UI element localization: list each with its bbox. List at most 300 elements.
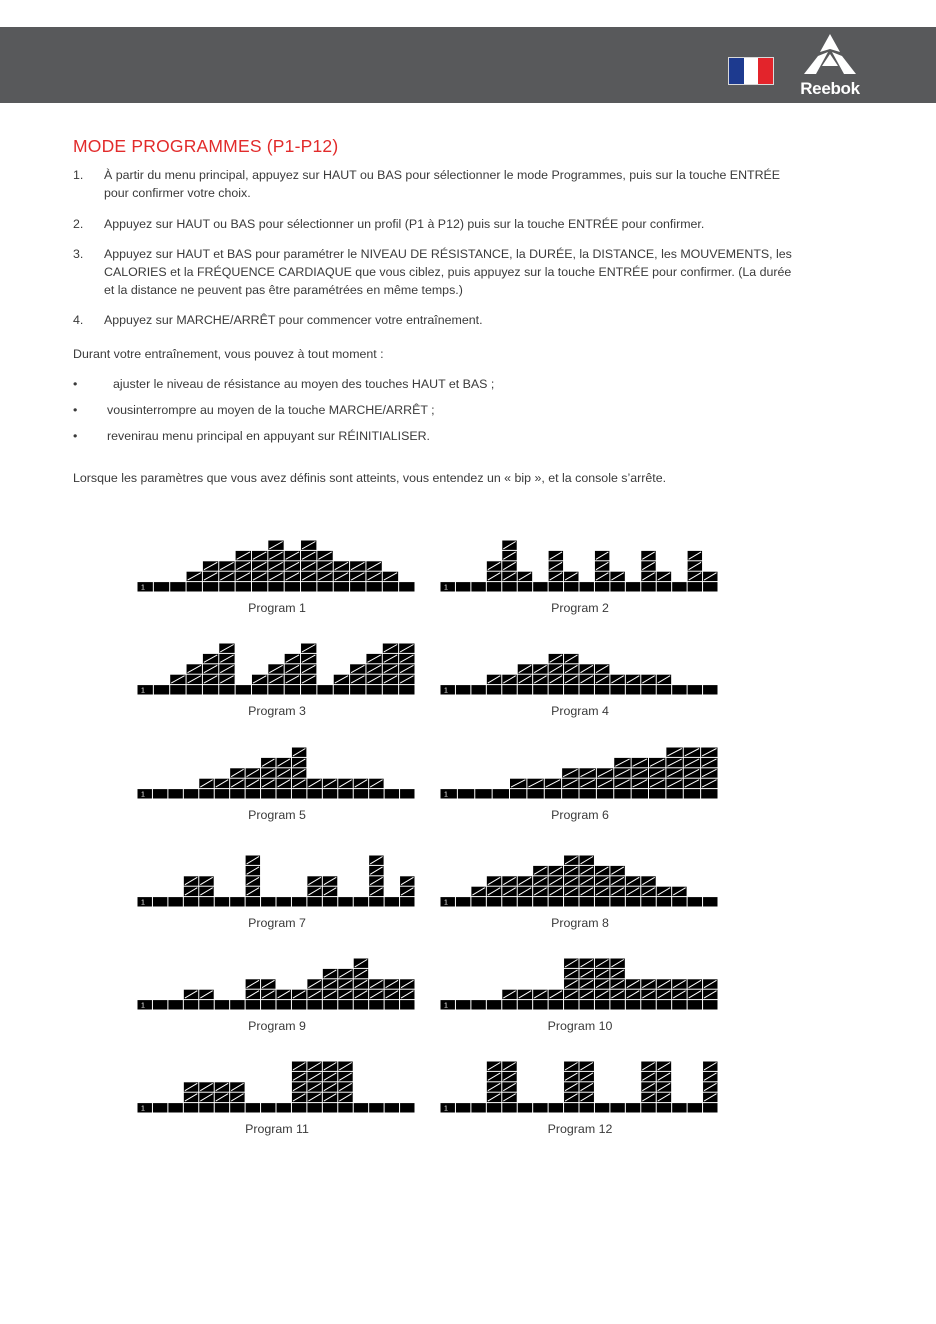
program-6-bar-segment (701, 748, 717, 757)
program-6-bar-segment (527, 779, 543, 788)
program-2-bar-segment (595, 551, 609, 560)
program-1-bar-segment (285, 551, 300, 560)
program-1-bar-segment (285, 582, 300, 591)
program-6-bar-segment (580, 779, 596, 788)
program-11-bar-segment (184, 1082, 198, 1091)
program-3-bar-segment (399, 664, 414, 673)
program-1-bar-segment (350, 572, 365, 581)
program-8-bar-segment (549, 887, 563, 896)
program-1-bar-segment (317, 551, 332, 560)
program-10-bar-segment (580, 979, 594, 988)
program-7-bar-segment (369, 856, 383, 865)
program-label: Program 5 (248, 808, 306, 822)
program-11-bar-segment (323, 1103, 337, 1112)
program-3-bar-segment (187, 664, 202, 673)
program-3-bar-segment (334, 675, 349, 684)
program-3-bar-segment (399, 654, 414, 663)
program-9-bar-segment (385, 979, 399, 988)
program-1-bar-segment (350, 582, 365, 591)
program-1-bar-segment (268, 582, 283, 591)
program-2-bar-segment (595, 561, 609, 570)
program-8-bar-segment (580, 866, 594, 875)
program-11-bar-segment (307, 1093, 321, 1102)
program-3-bar-segment (219, 644, 234, 653)
step-text: Appuyez sur HAUT ou BAS pour sélectionner un profil (P1 à P12) puis sur la touche ENTRÉE pour confirmer. (104, 217, 705, 231)
program-11-bar-segment (230, 1093, 244, 1102)
program-7-bar-segment (199, 876, 213, 885)
program-4-bar-segment (610, 675, 624, 684)
program-9-bar-segment (354, 1000, 368, 1009)
program-10-bar-segment (456, 1000, 470, 1009)
program-label: Program 3 (248, 704, 306, 718)
program-4-bar-segment (580, 664, 594, 673)
program-11-bar-segment (230, 1082, 244, 1091)
program-3-bar-segment (301, 675, 316, 684)
program-11-bar-segment (307, 1062, 321, 1071)
program-9-bar-segment (261, 990, 275, 999)
program-8-bar-segment (580, 876, 594, 885)
program-12-bar-segment (456, 1103, 470, 1112)
program-6-bar-segment (701, 789, 717, 798)
program-1-bar-segment (334, 561, 349, 570)
program-5-bar-segment (215, 789, 229, 798)
program-7-bar-segment (400, 897, 414, 906)
program-2-bar-segment (672, 582, 686, 591)
program-12-bar-segment (641, 1072, 655, 1081)
program-7-bar-segment (292, 897, 306, 906)
program-7-bar-segment (199, 897, 213, 906)
program-6-bar-segment (614, 758, 630, 767)
bullet-text: revenirau menu principal en appuyant sur RÉINITIALISER. (107, 429, 431, 443)
step-1 (73, 166, 793, 202)
program-6-bar-segment (614, 779, 630, 788)
program-8-bar-segment (580, 856, 594, 865)
program-12-bar-segment (564, 1103, 578, 1112)
program-12-bar-segment (657, 1082, 671, 1091)
program-4-bar-segment (657, 685, 671, 694)
program-4-bar-segment (626, 685, 640, 694)
program-8-bar-segment (626, 876, 640, 885)
program-7-bar-segment (184, 897, 198, 906)
program-2-bar-segment (502, 561, 516, 570)
bullet-text: ajuster le niveau de résistance au moyen des touches HAUT et BAS ; (113, 377, 495, 391)
program-12-bar-segment (626, 1103, 640, 1112)
program-5-bar-segment (215, 779, 229, 788)
program-bars (137, 855, 417, 907)
program-6-bar-segment (666, 748, 682, 757)
program-10-bar-segment (610, 990, 624, 999)
program-3-bar-segment (366, 654, 381, 663)
program-12-bar-segment (487, 1103, 501, 1112)
program-1-bar-segment (170, 582, 185, 591)
program-10-bar-segment (518, 1000, 532, 1009)
program-6-bar-segment (649, 758, 665, 767)
program-8-bar-segment (518, 876, 532, 885)
program-8-bar-segment (533, 866, 547, 875)
program-6-bar-segment (614, 768, 630, 777)
program-12-bar-segment (502, 1093, 516, 1102)
program-3-bar-segment (170, 685, 185, 694)
program-12-bar-segment (672, 1103, 686, 1112)
flag-stripe-blue (729, 58, 744, 84)
program-8-bar-segment (657, 897, 671, 906)
program-2-bar-segment (657, 572, 671, 581)
program-10-bar-segment (626, 979, 640, 988)
program-9-bar-segment (323, 990, 337, 999)
program-10-bar-segment (595, 979, 609, 988)
program-5-bar-segment (277, 779, 291, 788)
program-10-bar-segment (595, 1000, 609, 1009)
program-12-bar-segment (487, 1082, 501, 1091)
program-7-bar-segment (369, 876, 383, 885)
program-9-bar-segment (277, 990, 291, 999)
program-5-bar-segment (261, 789, 275, 798)
program-2-bar-segment (487, 572, 501, 581)
program-3-bar-segment (268, 664, 283, 673)
program-bars (440, 643, 720, 695)
program-8-bar-segment (610, 897, 624, 906)
program-2-bar-segment (549, 582, 563, 591)
program-5-bar-segment (354, 789, 368, 798)
program-axis-label: 1 (141, 584, 145, 592)
program-chart-11 (137, 1061, 417, 1141)
program-12-bar-segment (657, 1093, 671, 1102)
program-3-bar-segment (219, 675, 234, 684)
program-10-bar-segment (641, 990, 655, 999)
program-9-bar-segment (400, 990, 414, 999)
program-4-bar-segment (641, 685, 655, 694)
program-9-bar-segment (277, 1000, 291, 1009)
program-8-bar-segment (518, 897, 532, 906)
program-chart-2 (440, 540, 720, 620)
program-3-bar-segment (366, 675, 381, 684)
program-3-bar-segment (203, 685, 218, 694)
program-1-bar-segment (301, 572, 316, 581)
program-6-bar-segment (666, 758, 682, 767)
program-5-bar-segment (277, 768, 291, 777)
program-8-bar-segment (641, 897, 655, 906)
program-7-bar-segment (261, 897, 275, 906)
program-5-bar-segment (385, 789, 399, 798)
program-2-bar-segment (610, 572, 624, 581)
program-axis-label: 1 (141, 899, 145, 907)
program-12-bar-segment (641, 1103, 655, 1112)
program-3-bar-segment (154, 685, 169, 694)
program-11-bar-segment (184, 1093, 198, 1102)
program-10-bar-segment (487, 1000, 501, 1009)
program-8-bar-segment (626, 897, 640, 906)
program-5-bar-segment (323, 779, 337, 788)
program-7-bar-segment (199, 887, 213, 896)
program-7-bar-segment (246, 856, 260, 865)
program-4-bar-segment (533, 664, 547, 673)
program-6-bar-segment (545, 779, 561, 788)
program-11-bar-segment (184, 1103, 198, 1112)
program-4-bar-segment (518, 685, 532, 694)
program-5-bar-segment (261, 779, 275, 788)
reebok-delta-icon (800, 32, 860, 78)
program-5-bar-segment (338, 789, 352, 798)
program-5-bar-segment (307, 779, 321, 788)
program-4-bar-segment (549, 664, 563, 673)
program-1-bar-segment (268, 551, 283, 560)
program-4-bar-segment (487, 675, 501, 684)
program-label: Program 4 (551, 704, 609, 718)
program-1-bar-segment (154, 582, 169, 591)
program-4-bar-segment (471, 685, 485, 694)
program-3-bar-segment (383, 654, 398, 663)
program-7-bar-segment (246, 866, 260, 875)
program-3-bar-segment (383, 685, 398, 694)
program-7-bar-segment (369, 887, 383, 896)
program-1-bar-segment (317, 582, 332, 591)
program-axis-label: 1 (141, 791, 145, 799)
program-9-bar-segment (369, 1000, 383, 1009)
program-10-bar-segment (533, 1000, 547, 1009)
program-6-bar-segment (632, 789, 648, 798)
step-3 (73, 245, 793, 299)
reebok-wordmark: Reebok (800, 79, 860, 98)
program-10-bar-segment (533, 990, 547, 999)
program-2-bar-segment (703, 572, 717, 581)
program-8-bar-segment (595, 897, 609, 906)
program-12-bar-segment (610, 1103, 624, 1112)
program-1-bar-segment (219, 572, 234, 581)
program-chart-10 (440, 958, 720, 1038)
program-10-bar-segment (641, 1000, 655, 1009)
program-8-bar-segment (471, 887, 485, 896)
step-number: 3. (73, 247, 84, 261)
program-4-bar-segment (502, 675, 516, 684)
program-12-bar-segment (564, 1072, 578, 1081)
program-2-bar-segment (487, 561, 501, 570)
program-8-bar-segment (487, 887, 501, 896)
program-5-bar-segment (354, 779, 368, 788)
program-2-bar-segment (518, 582, 532, 591)
program-9-bar-segment (354, 990, 368, 999)
program-3-bar-segment (203, 675, 218, 684)
program-bars (440, 1061, 720, 1113)
program-10-bar-segment (626, 990, 640, 999)
program-11-bar-segment (323, 1093, 337, 1102)
program-1-bar-segment (219, 582, 234, 591)
program-4-bar-segment (595, 664, 609, 673)
program-2-bar-segment (487, 582, 501, 591)
program-12-bar-segment (533, 1103, 547, 1112)
program-8-bar-segment (456, 897, 470, 906)
program-chart-12 (440, 1061, 720, 1141)
program-2-bar-segment (580, 582, 594, 591)
program-1-bar-segment (301, 541, 316, 550)
program-1-bar-segment (203, 561, 218, 570)
program-12-bar-segment (641, 1062, 655, 1071)
program-5-bar-segment (369, 789, 383, 798)
program-8-bar-segment (595, 876, 609, 885)
program-11-bar-segment (338, 1072, 352, 1081)
program-2-bar-segment (641, 551, 655, 560)
program-10-bar-segment (688, 1000, 702, 1009)
program-10-bar-segment (564, 979, 578, 988)
program-11-bar-segment (292, 1072, 306, 1081)
program-7-bar-segment (307, 876, 321, 885)
program-4-bar-segment (549, 675, 563, 684)
program-12-bar-segment (580, 1103, 594, 1112)
program-8-bar-segment (564, 876, 578, 885)
program-9-bar-segment (354, 959, 368, 968)
program-7-bar-segment (307, 897, 321, 906)
program-5-bar-segment (338, 779, 352, 788)
program-6-bar-segment (475, 789, 491, 798)
program-1-bar-segment (219, 561, 234, 570)
program-3-bar-segment (203, 664, 218, 673)
bullet-icon: • (73, 429, 78, 443)
program-5-bar-segment (153, 789, 167, 798)
program-12-bar-segment (595, 1103, 609, 1112)
program-7-bar-segment (184, 887, 198, 896)
program-1-bar-segment (268, 572, 283, 581)
program-label: Program 8 (551, 916, 609, 930)
program-5-bar-segment (199, 789, 213, 798)
step-text: Appuyez sur MARCHE/ARRÊT pour commencer votre entraînement. (104, 313, 483, 327)
program-5-bar-segment (168, 789, 182, 798)
program-axis-label: 1 (444, 584, 448, 592)
program-8-bar-segment (549, 897, 563, 906)
program-2-bar-segment (688, 561, 702, 570)
program-8-bar-segment (487, 897, 501, 906)
program-1-bar-segment (383, 572, 398, 581)
program-5-bar-segment (369, 779, 383, 788)
program-6-bar-segment (701, 768, 717, 777)
program-2-bar-segment (564, 572, 578, 581)
program-6-bar-segment (701, 779, 717, 788)
program-11-bar-segment (277, 1103, 291, 1112)
program-12-bar-segment (641, 1093, 655, 1102)
program-1-bar-segment (268, 541, 283, 550)
program-11-bar-segment (246, 1103, 260, 1112)
program-3-bar-segment (285, 654, 300, 663)
program-6-bar-segment (580, 768, 596, 777)
program-9-bar-segment (215, 1000, 229, 1009)
program-12-bar-segment (564, 1062, 578, 1071)
program-10-bar-segment (626, 1000, 640, 1009)
program-8-bar-segment (703, 897, 717, 906)
program-2-bar-segment (688, 551, 702, 560)
program-7-bar-segment (369, 866, 383, 875)
program-1-bar-segment (268, 561, 283, 570)
program-5-bar-segment (184, 789, 198, 798)
program-4-bar-segment (487, 685, 501, 694)
program-12-bar-segment (703, 1103, 717, 1112)
program-10-bar-segment (564, 969, 578, 978)
program-10-bar-segment (610, 969, 624, 978)
program-2-bar-segment (549, 572, 563, 581)
program-6-bar-segment (545, 789, 561, 798)
program-5-bar-segment (400, 789, 414, 798)
program-10-bar-segment (518, 990, 532, 999)
program-9-bar-segment (385, 990, 399, 999)
program-3-bar-segment (252, 685, 267, 694)
program-3-bar-segment (301, 644, 316, 653)
program-10-bar-segment (595, 969, 609, 978)
program-6-bar-segment (649, 768, 665, 777)
program-3-bar-segment (138, 685, 153, 694)
program-4-bar-segment (549, 654, 563, 663)
program-11-bar-segment (215, 1082, 229, 1091)
program-4-bar-segment (518, 675, 532, 684)
program-6-bar-segment (441, 789, 457, 798)
program-10-bar-segment (657, 979, 671, 988)
program-12-bar-segment (487, 1093, 501, 1102)
program-12-bar-segment (502, 1062, 516, 1071)
program-9-bar-segment (385, 1000, 399, 1009)
program-11-bar-segment (292, 1093, 306, 1102)
program-1-bar-segment (138, 582, 153, 591)
program-7-bar-segment (323, 876, 337, 885)
program-label: Program 2 (551, 601, 609, 615)
program-10-bar-segment (703, 1000, 717, 1009)
program-4-bar-segment (595, 675, 609, 684)
program-12-bar-segment (688, 1103, 702, 1112)
program-8-bar-segment (672, 887, 686, 896)
program-1-bar-segment (383, 582, 398, 591)
program-chart-3 (137, 643, 417, 723)
program-5-bar-segment (246, 768, 260, 777)
program-12-bar-segment (502, 1082, 516, 1091)
program-8-bar-segment (533, 897, 547, 906)
program-11-bar-segment (261, 1103, 275, 1112)
flag-stripe-white (744, 58, 759, 84)
program-4-bar-segment (626, 675, 640, 684)
program-6-bar-segment (684, 779, 700, 788)
program-9-bar-segment (369, 979, 383, 988)
program-7-bar-segment (215, 897, 229, 906)
program-6-bar-segment (614, 789, 630, 798)
program-12-bar-segment (580, 1093, 594, 1102)
program-label: Program 7 (248, 916, 306, 930)
program-6-bar-segment (562, 779, 578, 788)
program-5-bar-segment (292, 779, 306, 788)
program-7-bar-segment (246, 876, 260, 885)
program-7-bar-segment (385, 897, 399, 906)
program-6-bar-segment (458, 789, 474, 798)
program-3-bar-segment (383, 644, 398, 653)
program-10-bar-segment (610, 959, 624, 968)
program-11-bar-segment (338, 1093, 352, 1102)
program-12-bar-segment (703, 1062, 717, 1071)
program-3-bar-segment (301, 664, 316, 673)
program-1-bar-segment (203, 582, 218, 591)
program-9-bar-segment (230, 1000, 244, 1009)
program-5-bar-segment (307, 789, 321, 798)
program-1-bar-segment (334, 572, 349, 581)
program-3-bar-segment (219, 685, 234, 694)
program-bars (137, 540, 417, 592)
program-3-bar-segment (317, 685, 332, 694)
program-chart-1 (137, 540, 417, 620)
program-8-bar-segment (641, 887, 655, 896)
program-bars (137, 958, 417, 1010)
program-6-bar-segment (510, 779, 526, 788)
program-6-bar-segment (684, 789, 700, 798)
program-11-bar-segment (215, 1093, 229, 1102)
program-7-bar-segment (338, 897, 352, 906)
program-12-bar-segment (564, 1082, 578, 1091)
bullet-icon: • (73, 377, 78, 391)
program-8-bar-segment (564, 897, 578, 906)
program-chart-7 (137, 855, 417, 935)
program-12-bar-segment (487, 1062, 501, 1071)
program-7-bar-segment (153, 897, 167, 906)
